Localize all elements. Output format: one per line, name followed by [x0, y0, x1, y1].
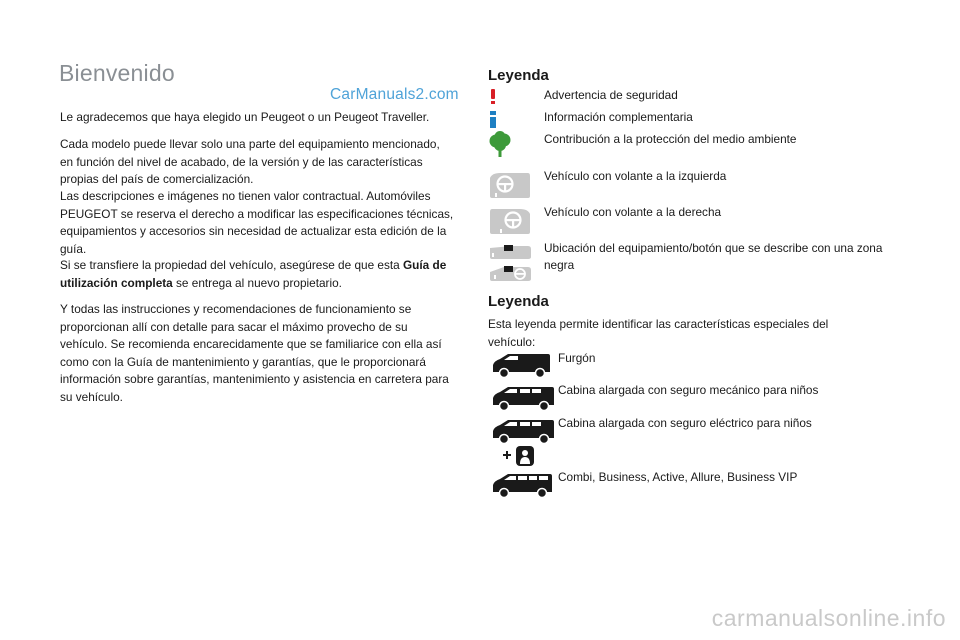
legend-title-1: Leyenda: [488, 67, 549, 84]
legend-item-right-hand-drive: [488, 204, 898, 236]
legend-item-label: Información complementaria: [544, 110, 693, 124]
legend-item-equipment-location: [488, 240, 898, 284]
legend-item-van: [488, 350, 898, 380]
legend-item-safety-warning: [488, 87, 898, 107]
legend-item-environment: [488, 131, 898, 159]
info-icon: [490, 111, 496, 128]
crew-cab-electric-lock-icon: [490, 417, 556, 445]
combi-van-icon: [490, 471, 554, 499]
legend-item-label: Vehículo con volante a la izquierda: [544, 169, 727, 183]
legend-item-label: Ubicación del equipamiento/botón que se describe con una zona negra: [544, 241, 883, 272]
p4-text-after: se entrega al nuevo propietario.: [172, 275, 342, 290]
van-icon: [490, 352, 552, 378]
right-hand-drive-icon: [488, 206, 532, 236]
legend-item-label: Advertencia de seguridad: [544, 88, 678, 102]
legend-intro: Esta leyenda permite identificar las características especiales del vehículo:: [488, 317, 829, 349]
legend-item-label: Vehículo con volante a la derecha: [544, 205, 722, 219]
legend-item-label: Cabina alargada con seguro mecánico para niños: [558, 383, 819, 397]
welcome-paragraph-2: Cada modelo puede llevar solo una parte del equipamiento mencionado, en función del nivel de acabado, de la versión y de las características propias del país de comercialización.: [60, 137, 440, 186]
legend-item-combi: [488, 469, 898, 499]
tree-icon: [488, 131, 512, 159]
legend-item-crew-cab-mechanical: [488, 382, 898, 412]
warning-exclamation-icon: [491, 89, 495, 104]
welcome-paragraph-1: Le agradecemos que haya elegido un Peugeot o un Peugeot Traveller.: [60, 110, 430, 124]
p4-text-before: Si se transfiere la propiedad del vehículo, asegúrese de que esta: [60, 258, 403, 272]
legend-item-left-hand-drive: [488, 168, 898, 200]
welcome-column: [59, 60, 459, 404]
welcome-paragraph-4: [60, 257, 455, 292]
legend-item-label: Cabina alargada con seguro eléctrico para niños: [558, 416, 812, 430]
watermark-carmanuals[interactable]: CarManuals2.com: [330, 86, 459, 103]
legend-title-2: Leyenda: [488, 293, 549, 310]
legend-item-crew-cab-electric: [488, 415, 898, 467]
welcome-paragraph-3: Las descripciones e imágenes no tienen valor contractual. Automóviles PEUGEOT se reserva el derecho a modificar las especificaciones técnicas, equipamientos y accesorios sin necesidad de actualizar esta edición de la guía.: [60, 189, 454, 256]
watermark-carmanualsonline[interactable]: carmanualsonline.info: [711, 605, 946, 631]
equipment-location-icon: [488, 242, 534, 284]
legend-item-label: Furgón: [558, 351, 596, 365]
legend-item-info: [488, 109, 898, 131]
legend-item-label: Contribución a la protección del medio ambiente: [544, 132, 797, 146]
left-hand-drive-icon: [488, 170, 532, 200]
legend-item-label: Combi, Business, Active, Allure, Business VIP: [558, 470, 798, 484]
welcome-paragraph-5: Y todas las instrucciones y recomendaciones de funcionamiento se proporcionan allí con detalle para sacar el máximo provecho de su vehículo. Se recomienda encarecidamente que se familiarice con ella así como con la Guía de mantenimiento y garantías, que le proporcionará información sobre garantías, mantenimiento y asistencia en carretera para su vehículo.: [60, 302, 449, 404]
guide-title-bold: Guía de utilización completa: [60, 258, 447, 290]
crew-cab-icon: [490, 384, 556, 412]
child-lock-electric-icon: [502, 445, 536, 467]
page-title: Bienvenido: [59, 60, 175, 86]
